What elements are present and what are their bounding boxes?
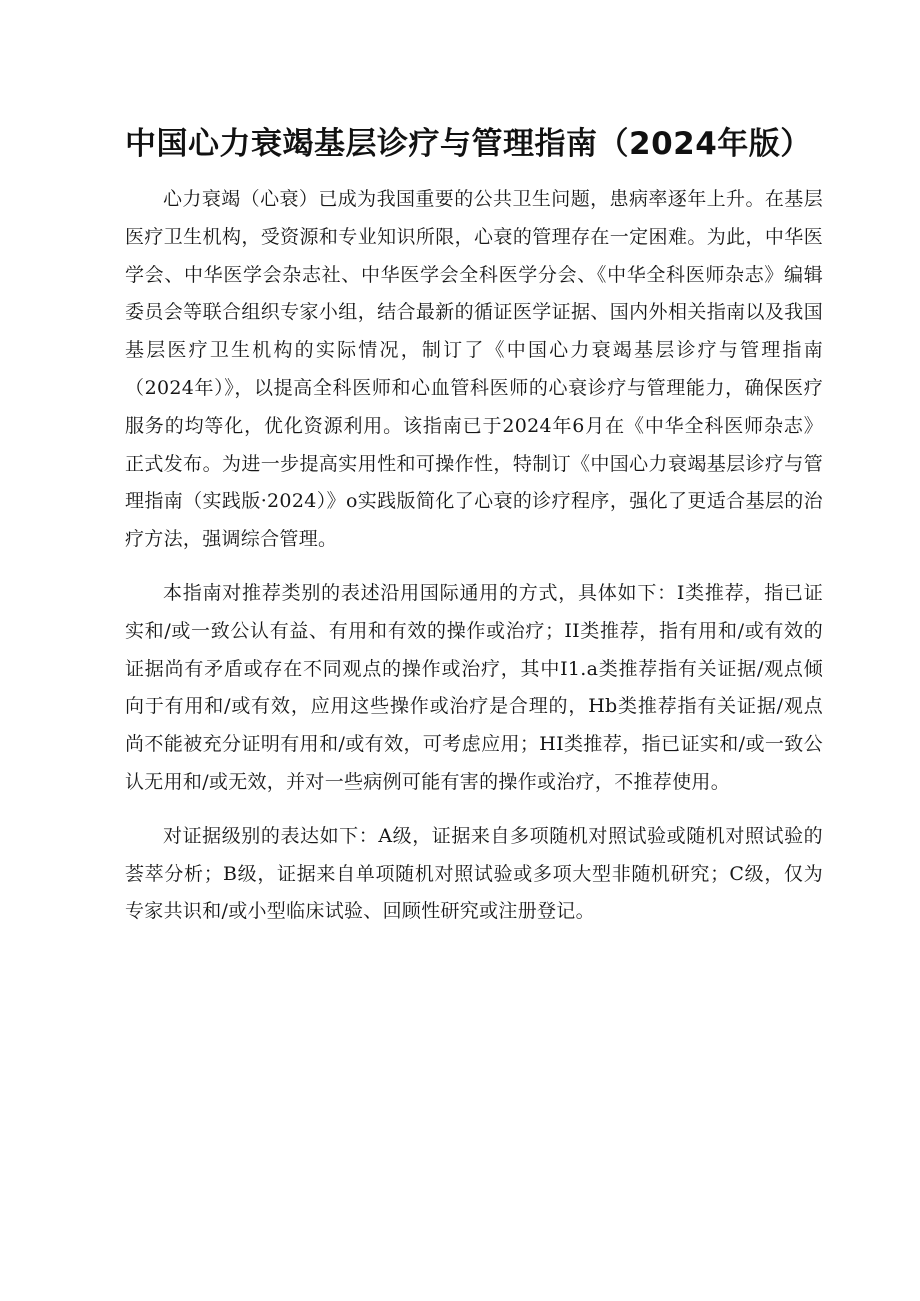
document-body (125, 181, 823, 947)
document-title: 中国心力衰竭基层诊疗与管理指南（2024年版） (125, 126, 812, 162)
paragraph-evidence-levels: 对证据级别的表达如下：A级，证据来自多项随机对照试验或随机对照试验的荟萃分析；B级，证据来自单项随机对照试验或多项大型非随机研究；C级，仅为专家共识和/或小型临床试验、回顾性研究或注册登记。 (125, 824, 823, 923)
paragraph-recommendation-classes: 本指南对推荐类别的表述沿用国际通用的方式，具体如下：I类推荐，指已证实和/或一致公认有益、有用和有效的操作或治疗；II类推荐，指有用和/或有效的证据尚有矛盾或存在不同观点的操作或治疗，其中I1.a类推荐指有关证据/观点倾向于有用和/或有效，应用这些操作或治疗是合理的，Hb类推荐指有关证据/观点尚不能被充分证明有用和/或有效，可考虑应用；HI类推荐，指已证实和/或一致公认无用和/或无效，并对一些病例可能有害的操作或治疗，不推荐使用。 (125, 581, 823, 793)
paragraph-intro: 心力衰竭（心衰）已成为我国重要的公共卫生问题，患病率逐年上升。在基层医疗卫生机构，受资源和专业知识所限，心衰的管理存在一定困难。为此，中华医学会、中华医学会杂志社、中华医学会全科医学分会、《中华全科医师杂志》编辑委员会等联合组织专家小组，结合最新的循证医学证据、国内外相关指南以及我国基层医疗卫生机构的实际情况，制订了《中国心力衰竭基层诊疗与管理指南（2024年）》，以提高全科医师和心血管科医师的心衰诊疗与管理能力，确保医疗服务的均等化，优化资源利用。该指南已于2024年6月在《中华全科医师杂志》正式发布。为进一步提高实用性和可操作性，特制订《中国心力衰竭基层诊疗与管理指南（实践版·2024）》o实践版简化了心衰的诊疗程序，强化了更适合基层的治疗方法，强调综合管理。 (125, 188, 823, 551)
